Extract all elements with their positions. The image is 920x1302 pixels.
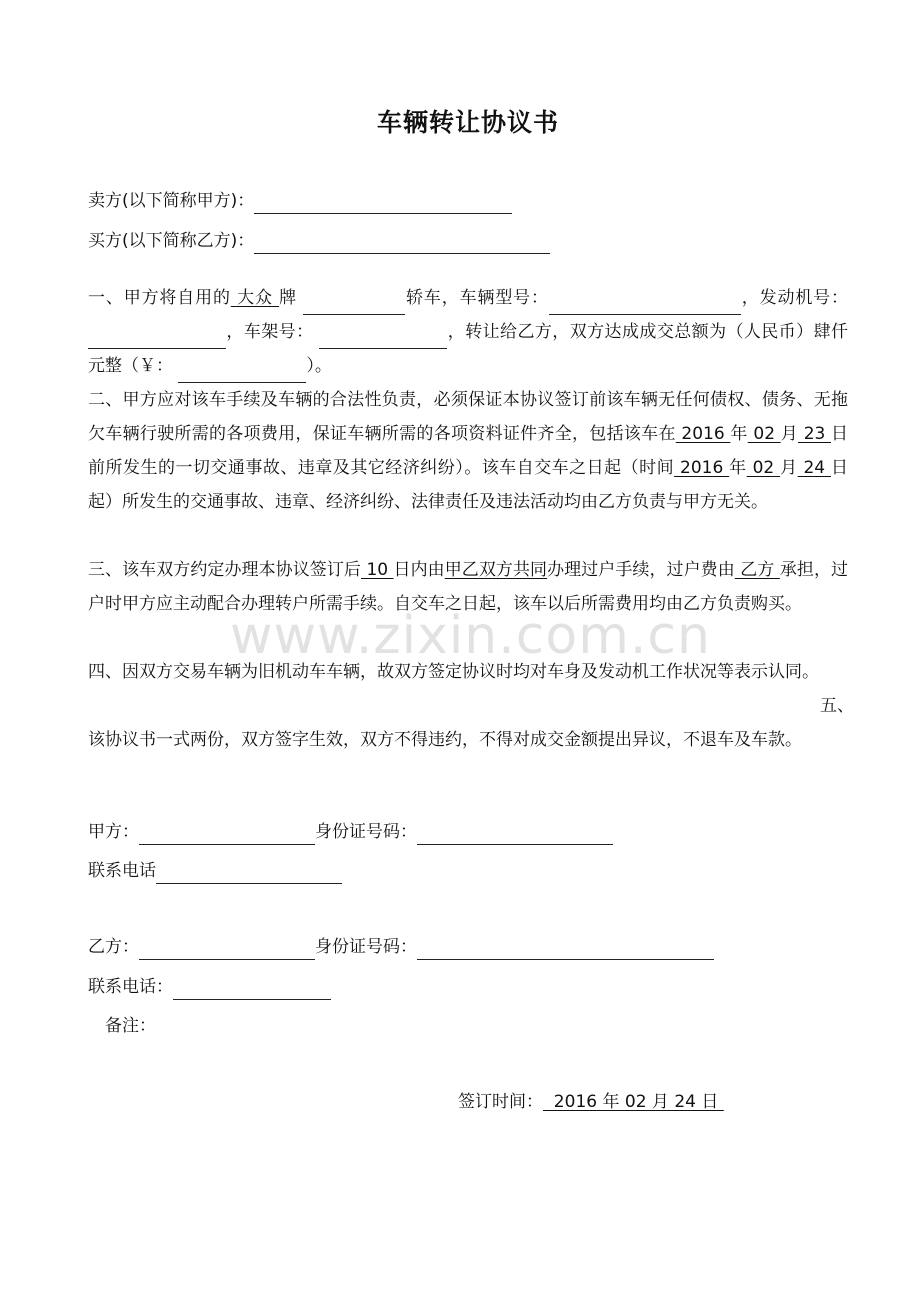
buyer-line (88, 228, 550, 254)
buyer-label: 买方(以下简称乙方)： (88, 231, 255, 251)
brand-value: 大众 (230, 288, 280, 308)
clause-5-text: 该协议书一式两份，双方签字生效，双方不得违约，不得对成交金额提出异议，不退车及车款。 (88, 730, 802, 750)
date-day-1: 23 (798, 424, 832, 444)
clause-1-text: 轿车，车辆型号： (405, 288, 549, 308)
clause-2-text: 月 (780, 458, 798, 478)
remark-label: 备注： (105, 1016, 156, 1036)
clause-1 (88, 281, 848, 383)
clause-2-text: 年 (729, 458, 747, 478)
seller-line (88, 188, 512, 214)
car-blank[interactable] (303, 294, 405, 315)
clause-1-text: 一、甲方将自用的 (88, 288, 231, 308)
party-a-line (88, 819, 613, 845)
sign-date-line (458, 1089, 724, 1115)
engine-number-blank[interactable] (88, 328, 226, 349)
clause-1-text: ，转让给乙方，双方达成成交总额为（人民币）肆仟元整（￥： (88, 322, 849, 376)
party-a-phone-line (88, 858, 342, 884)
clause-3-text: 承担，过户时甲方应主动配合办理转户所需手续。自交车之日起，该车以后所需费用均由乙方负责购买。 (88, 560, 849, 614)
sign-date-value: 2016 年 02 月 24 日 (543, 1092, 724, 1112)
id-label-b: 身份证号码： (315, 937, 417, 957)
party-a-signature-blank[interactable] (139, 824, 315, 845)
document-title: 车辆转让协议书 (376, 108, 559, 137)
clause-3-text: 三、该车双方约定办理本协议签订后 (88, 560, 361, 580)
clause-1-text: ）。 (306, 356, 332, 376)
clause-2-text: 月 (780, 424, 798, 444)
sign-date-label: 签订时间： (458, 1092, 543, 1112)
amount-blank[interactable] (178, 362, 306, 383)
phone-label-a: 联系电话 (88, 861, 156, 881)
date-year-1: 2016 (675, 424, 731, 444)
clause-5 (88, 723, 848, 757)
party-b-line (88, 934, 714, 960)
date-month-1: 02 (747, 424, 781, 444)
phone-label-b: 联系电话： (88, 977, 173, 997)
clause-5-label: 五、 (820, 696, 854, 716)
party-a-label: 甲方： (88, 822, 139, 842)
clause-4-text: 四、因双方交易车辆为旧机动车车辆，故双方签定协议时均对车身及发动机工作状况等表示认同。 (88, 662, 819, 682)
fee-payer: 乙方 (734, 560, 780, 580)
seller-label: 卖方(以下简称甲方)： (88, 191, 255, 211)
party-b-phone-blank[interactable] (173, 979, 331, 1000)
party-b-signature-blank[interactable] (139, 939, 315, 960)
clause-3-text: 办理过户手续，过户费由 (547, 560, 735, 580)
clause-1-text: 牌 (279, 288, 297, 308)
party-b-phone-line (88, 974, 331, 1000)
clause-2 (88, 383, 848, 519)
party-b-label: 乙方： (88, 937, 139, 957)
watermark: www.zixin.com.cn (230, 606, 711, 666)
clause-2-text: 二、甲方应对该车手续及车辆的合法性负责，必须保证本协议签订前该车辆无任何债权、债务、无拖欠车辆行驶所需的各项费用，保证车辆所需的各项资料证件齐全，包括该车在 (88, 390, 848, 444)
party-b-id-blank[interactable] (417, 939, 714, 960)
clause-1-text: ，车架号： (226, 322, 314, 342)
seller-name-blank[interactable] (254, 193, 512, 214)
date-day-2: 24 (797, 458, 832, 478)
transfer-parties: 甲乙双方共同 (444, 560, 548, 580)
clause-2-text: 日前所发生的一切交通事故、违章及其它经济纠纷）。该车自交车之日起（时间 (88, 424, 849, 478)
frame-number-blank[interactable] (319, 328, 447, 349)
date-month-2: 02 (746, 458, 781, 478)
clause-2-text: 年 (730, 424, 748, 444)
transfer-days: 10 (360, 560, 394, 580)
date-year-2: 2016 (674, 458, 730, 478)
id-label-a: 身份证号码： (315, 822, 417, 842)
party-a-id-blank[interactable] (417, 824, 613, 845)
party-a-phone-blank[interactable] (156, 863, 342, 884)
clause-2-text: 日起）所发生的交通事故、违章、经济纠纷、法律责任及违法活动均由乙方负责与甲方无关。 (88, 458, 849, 512)
buyer-name-blank[interactable] (254, 233, 550, 254)
model-blank[interactable] (549, 294, 741, 315)
clause-3-text: 日内由 (393, 560, 445, 580)
clause-1-text: ，发动机号： (740, 288, 849, 308)
